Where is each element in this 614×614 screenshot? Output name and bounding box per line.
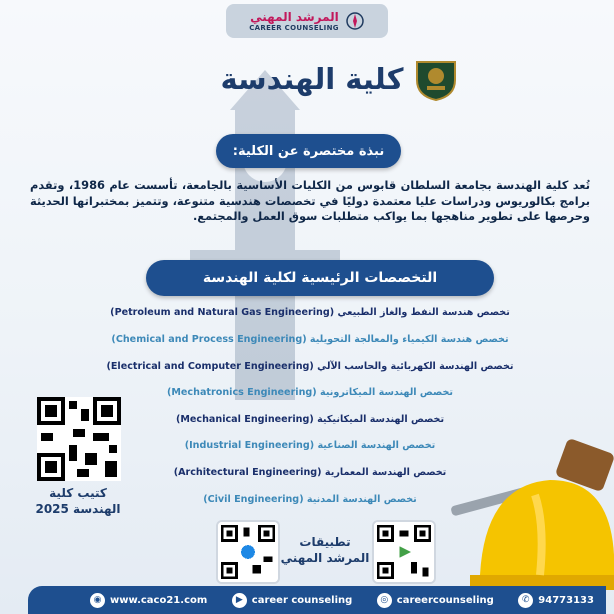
instagram-icon: ◎: [377, 593, 392, 608]
brand-name-en: CAREER COUNSELING: [249, 23, 339, 32]
booklet-label: [22, 485, 134, 517]
footer-youtube[interactable]: [232, 593, 353, 608]
specialization-item: تخصص الهندسة الميكاترونية (Mechatronics Engineering): [166, 387, 453, 398]
website-text: www.caco21.com: [110, 594, 208, 606]
specialization-item: تخصص الهندسة الميكانيكية (Mechanical Engineering): [175, 414, 445, 425]
ios-app-qr-code[interactable]: [216, 520, 280, 584]
footer-website[interactable]: [90, 593, 207, 608]
university-crest-icon: [413, 56, 459, 102]
youtube-text: career counseling: [251, 594, 353, 606]
apps-label-line1: تطبيقات: [299, 535, 351, 549]
brand-name-ar: المرشد المهني: [250, 9, 339, 24]
intro-paragraph: تُعد كلية الهندسة بجامعة السلطان قابوس من الكليات الأساسية بالجامعة، تأسست عام 1986، وتقدم برامج بكالوريوس ودراسات عليا معتمدة دوليًا في تخصصات هندسية متنوعة، وتتميز بمختبراتها الحديثة وحرصها على تطوير مناهجها بما يواكب متطلبات سوق العمل والمجتمع.: [30, 178, 590, 223]
whatsapp-icon: ✆: [518, 593, 533, 608]
specialization-item: تخصص هندسة النفط والغاز الطبيعي (Petroleum and Natural Gas Engineering): [110, 307, 510, 318]
booklet-label-line2: الهندسة 2025: [35, 502, 121, 516]
specialization-item: تخصص الهندسة الصناعية (Industrial Engineering): [184, 440, 436, 451]
globe-icon: ◉: [90, 593, 105, 608]
hard-hat-illustration: [440, 425, 614, 600]
footer-instagram[interactable]: [377, 593, 494, 608]
specialization-item: تخصص الهندسة المدنية (Civil Engineering): [203, 494, 417, 505]
brand-badge: [226, 4, 388, 38]
footer-whatsapp[interactable]: [518, 593, 594, 608]
page-title: كلية الهندسة: [220, 62, 404, 96]
android-app-qr-code[interactable]: [372, 520, 436, 584]
youtube-icon: ▶: [232, 593, 247, 608]
apps-label: [280, 534, 370, 566]
about-heading: نبذة مختصرة عن الكلية:: [216, 134, 401, 168]
specialization-item: تخصص هندسة الكيمياء والمعالجة التحويلية (Chemical and Process Engineering): [111, 334, 509, 345]
title-row: [220, 54, 460, 104]
apps-label-line2: المرشد المهني: [280, 551, 370, 565]
booklet-label-line1: كتيب كلية: [49, 486, 107, 500]
specialization-item: تخصص الهندسة المعمارية (Architectural Engineering): [173, 467, 447, 478]
compass-logo-icon: [345, 11, 365, 31]
instagram-text: careercounseling: [396, 594, 494, 606]
clock-tower-illustration: [190, 70, 340, 400]
specializations-heading: التخصصات الرئيسية لكلية الهندسة: [146, 260, 494, 296]
specialization-item: تخصص الهندسة الكهربائية والحاسب الآلي (Electrical and Computer Engineering): [106, 361, 514, 372]
footer-bar: [28, 586, 606, 614]
booklet-qr-code[interactable]: [37, 397, 121, 481]
whatsapp-text: 94773133: [538, 594, 594, 606]
